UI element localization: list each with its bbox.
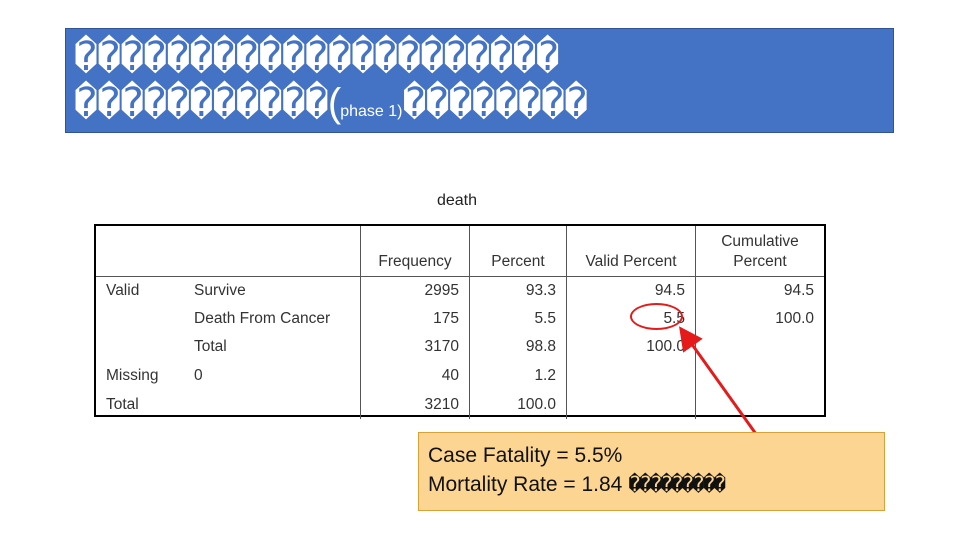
header-blank-label <box>184 226 361 276</box>
cell-percent: 93.3 <box>470 276 567 305</box>
cell-frequency: 175 <box>361 305 470 334</box>
header-frequency: Frequency <box>361 226 470 276</box>
table-row <box>96 390 824 419</box>
row-group <box>96 305 184 334</box>
mortality-rate-tail: ��������� <box>628 472 724 496</box>
header-cumulative-percent <box>696 226 825 276</box>
title-banner <box>65 28 894 133</box>
cell-percent: 100.0 <box>470 390 567 419</box>
header-cumulative-line2: Percent <box>733 252 787 270</box>
title-line-2-suffix: �������� <box>402 80 588 126</box>
cell-percent: 5.5 <box>470 305 567 334</box>
table-row <box>96 276 824 305</box>
cell-frequency: 3210 <box>361 390 470 419</box>
header-blank-group <box>96 226 184 276</box>
row-label: Survive <box>194 281 246 299</box>
cell-cumulative <box>696 333 825 362</box>
cell-cumulative <box>696 390 825 419</box>
header-percent: Percent <box>470 226 567 276</box>
row-group: Valid <box>106 281 140 299</box>
highlight-circle <box>630 303 683 330</box>
title-line-2-prefix: ����������� <box>74 80 328 126</box>
cell-cumulative <box>696 362 825 391</box>
cell-valid-percent: 5.5 <box>567 305 696 334</box>
table-header-row <box>96 226 824 276</box>
table-row <box>96 333 824 362</box>
title-line-2 <box>74 81 587 133</box>
table-caption: death <box>436 192 478 209</box>
cell-percent: 98.8 <box>470 333 567 362</box>
case-fatality-line: Case Fatality = 5.5% <box>428 444 623 467</box>
row-label: Death From Cancer <box>194 309 331 327</box>
cell-valid-percent: 94.5 <box>567 276 696 305</box>
header-valid-percent: Valid Percent <box>567 226 696 276</box>
cell-cumulative: 94.5 <box>696 276 825 305</box>
row-group: Missing <box>106 367 159 385</box>
row-label: Total <box>194 338 227 356</box>
cell-frequency: 2995 <box>361 276 470 305</box>
cell-frequency: 40 <box>361 362 470 391</box>
row-group <box>96 333 184 362</box>
cell-cumulative: 100.0 <box>696 305 825 334</box>
phase-note: phase 1) <box>340 103 403 120</box>
mortality-rate-text: Mortality Rate = 1.84 <box>428 473 629 496</box>
row-label: 0 <box>194 367 203 385</box>
cell-frequency: 3170 <box>361 333 470 362</box>
title-open-paren: ( <box>327 81 341 125</box>
row-group: Total <box>106 395 139 413</box>
mortality-rate-line <box>428 470 884 499</box>
frequency-table <box>94 224 826 417</box>
cell-valid-percent <box>567 362 696 391</box>
row-label <box>184 390 361 419</box>
cell-valid-percent <box>567 390 696 419</box>
title-line-1: ��������������������� <box>74 34 559 80</box>
table-row <box>96 362 824 391</box>
cell-percent: 1.2 <box>470 362 567 391</box>
note-box <box>418 432 885 511</box>
table-row <box>96 305 824 334</box>
header-cumulative-line1: Cumulative <box>721 232 799 250</box>
cell-valid-percent: 100.0 <box>567 333 696 362</box>
